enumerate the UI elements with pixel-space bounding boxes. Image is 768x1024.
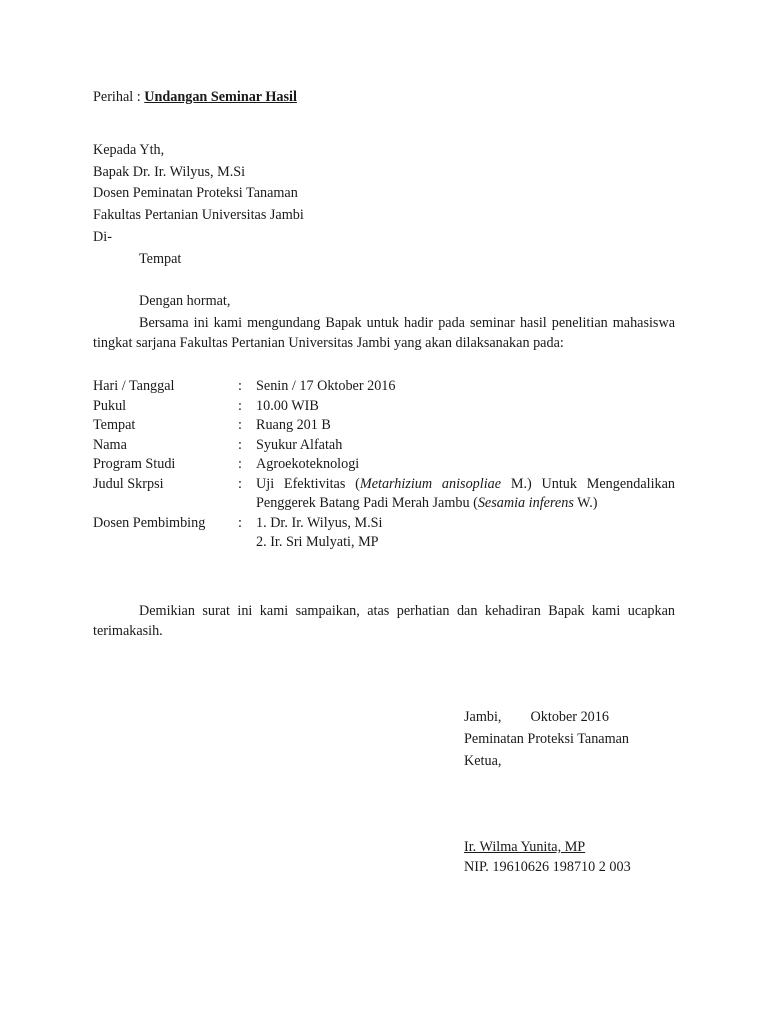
signature-date: Oktober 2016: [530, 709, 609, 725]
perihal-subject: Undangan Seminar Hasil: [144, 89, 297, 105]
signature-nip: NIP. 19610626 198710 2 003: [464, 859, 631, 875]
detail-label: Program Studi: [93, 456, 176, 472]
signature-name: Ir. Wilma Yunita, MP: [464, 839, 586, 855]
closing-paragraph: [93, 602, 675, 641]
judul-part-2: M.) Untuk Mengendalikan Penggerek Batang Padi Merah Jambu (: [256, 475, 675, 511]
recipient-name: Bapak Dr. Ir. Wilyus, M.Si: [93, 164, 246, 180]
detail-row-nama: [93, 436, 675, 456]
signature-role: Ketua,: [464, 753, 502, 769]
detail-value: 10.00 WIB: [256, 397, 319, 414]
detail-colon: :: [238, 514, 242, 531]
detail-row-prodi: [93, 455, 675, 475]
detail-value-dosen: [256, 514, 675, 553]
recipient-di: Di-: [93, 229, 112, 245]
detail-row-hari: [93, 377, 675, 397]
detail-colon: :: [238, 417, 242, 433]
detail-row-pukul: [93, 397, 675, 417]
detail-colon: :: [238, 436, 242, 453]
detail-value-judul: [256, 475, 675, 514]
seminar-details: [93, 377, 675, 553]
detail-value: Agroekoteknologi: [256, 456, 360, 472]
judul-species-2: Sesamia inferens: [477, 495, 574, 511]
salutation: Dengan hormat,: [139, 293, 231, 309]
recipient-greeting: Kepada Yth,: [93, 142, 165, 158]
detail-colon: :: [238, 378, 242, 394]
detail-label: Tempat: [93, 417, 136, 433]
detail-row-dosen: [93, 514, 675, 553]
dosen-item-2: 2. Ir. Sri Mulyati, MP: [256, 534, 379, 550]
detail-value: Ruang 201 B: [256, 417, 331, 433]
detail-row-judul: [93, 475, 675, 514]
judul-part-3: W.): [573, 495, 598, 511]
detail-label: Nama: [93, 436, 127, 453]
perihal-label: Perihal :: [93, 89, 141, 105]
closing-text: Demikian surat ini kami sampaikan, atas perhatian dan kehadiran Bapak kami ucapkan terimakasih.: [93, 603, 675, 639]
perihal-line: [93, 88, 297, 106]
recipient-tempat: Tempat: [139, 251, 182, 267]
recipient-institution: Fakultas Pertanian Universitas Jambi: [93, 207, 304, 223]
detail-colon: :: [238, 397, 242, 414]
signature-unit: Peminatan Proteksi Tanaman: [464, 731, 630, 747]
detail-value: Senin / 17 Oktober 2016: [256, 378, 396, 394]
signature-place-date: [464, 706, 609, 728]
detail-label: Judul Skrpsi: [93, 475, 164, 492]
detail-colon: :: [238, 456, 242, 472]
detail-label: Dosen Pembimbing: [93, 514, 206, 531]
detail-label: Hari / Tanggal: [93, 378, 175, 394]
signature-place: Jambi,: [464, 709, 502, 725]
judul-part-1: Uji Efektivitas (: [256, 475, 360, 492]
detail-label: Pukul: [93, 397, 127, 414]
judul-species-1: Metarhizium anisopliae: [359, 475, 502, 492]
detail-value: Syukur Alfatah: [256, 436, 343, 453]
intro-text: Bersama ini kami mengundang Bapak untuk hadir pada seminar hasil penelitian mahasiswa tingkat sarjana Fakultas Pertanian Universitas Jambi yang akan dilaksanakan pada:: [93, 315, 675, 351]
intro-paragraph: [93, 314, 675, 353]
detail-row-tempat: [93, 416, 675, 436]
detail-colon: :: [238, 475, 242, 492]
recipient-position: Dosen Peminatan Proteksi Tanaman: [93, 185, 298, 201]
dosen-item-1: 1. Dr. Ir. Wilyus, M.Si: [256, 514, 383, 531]
